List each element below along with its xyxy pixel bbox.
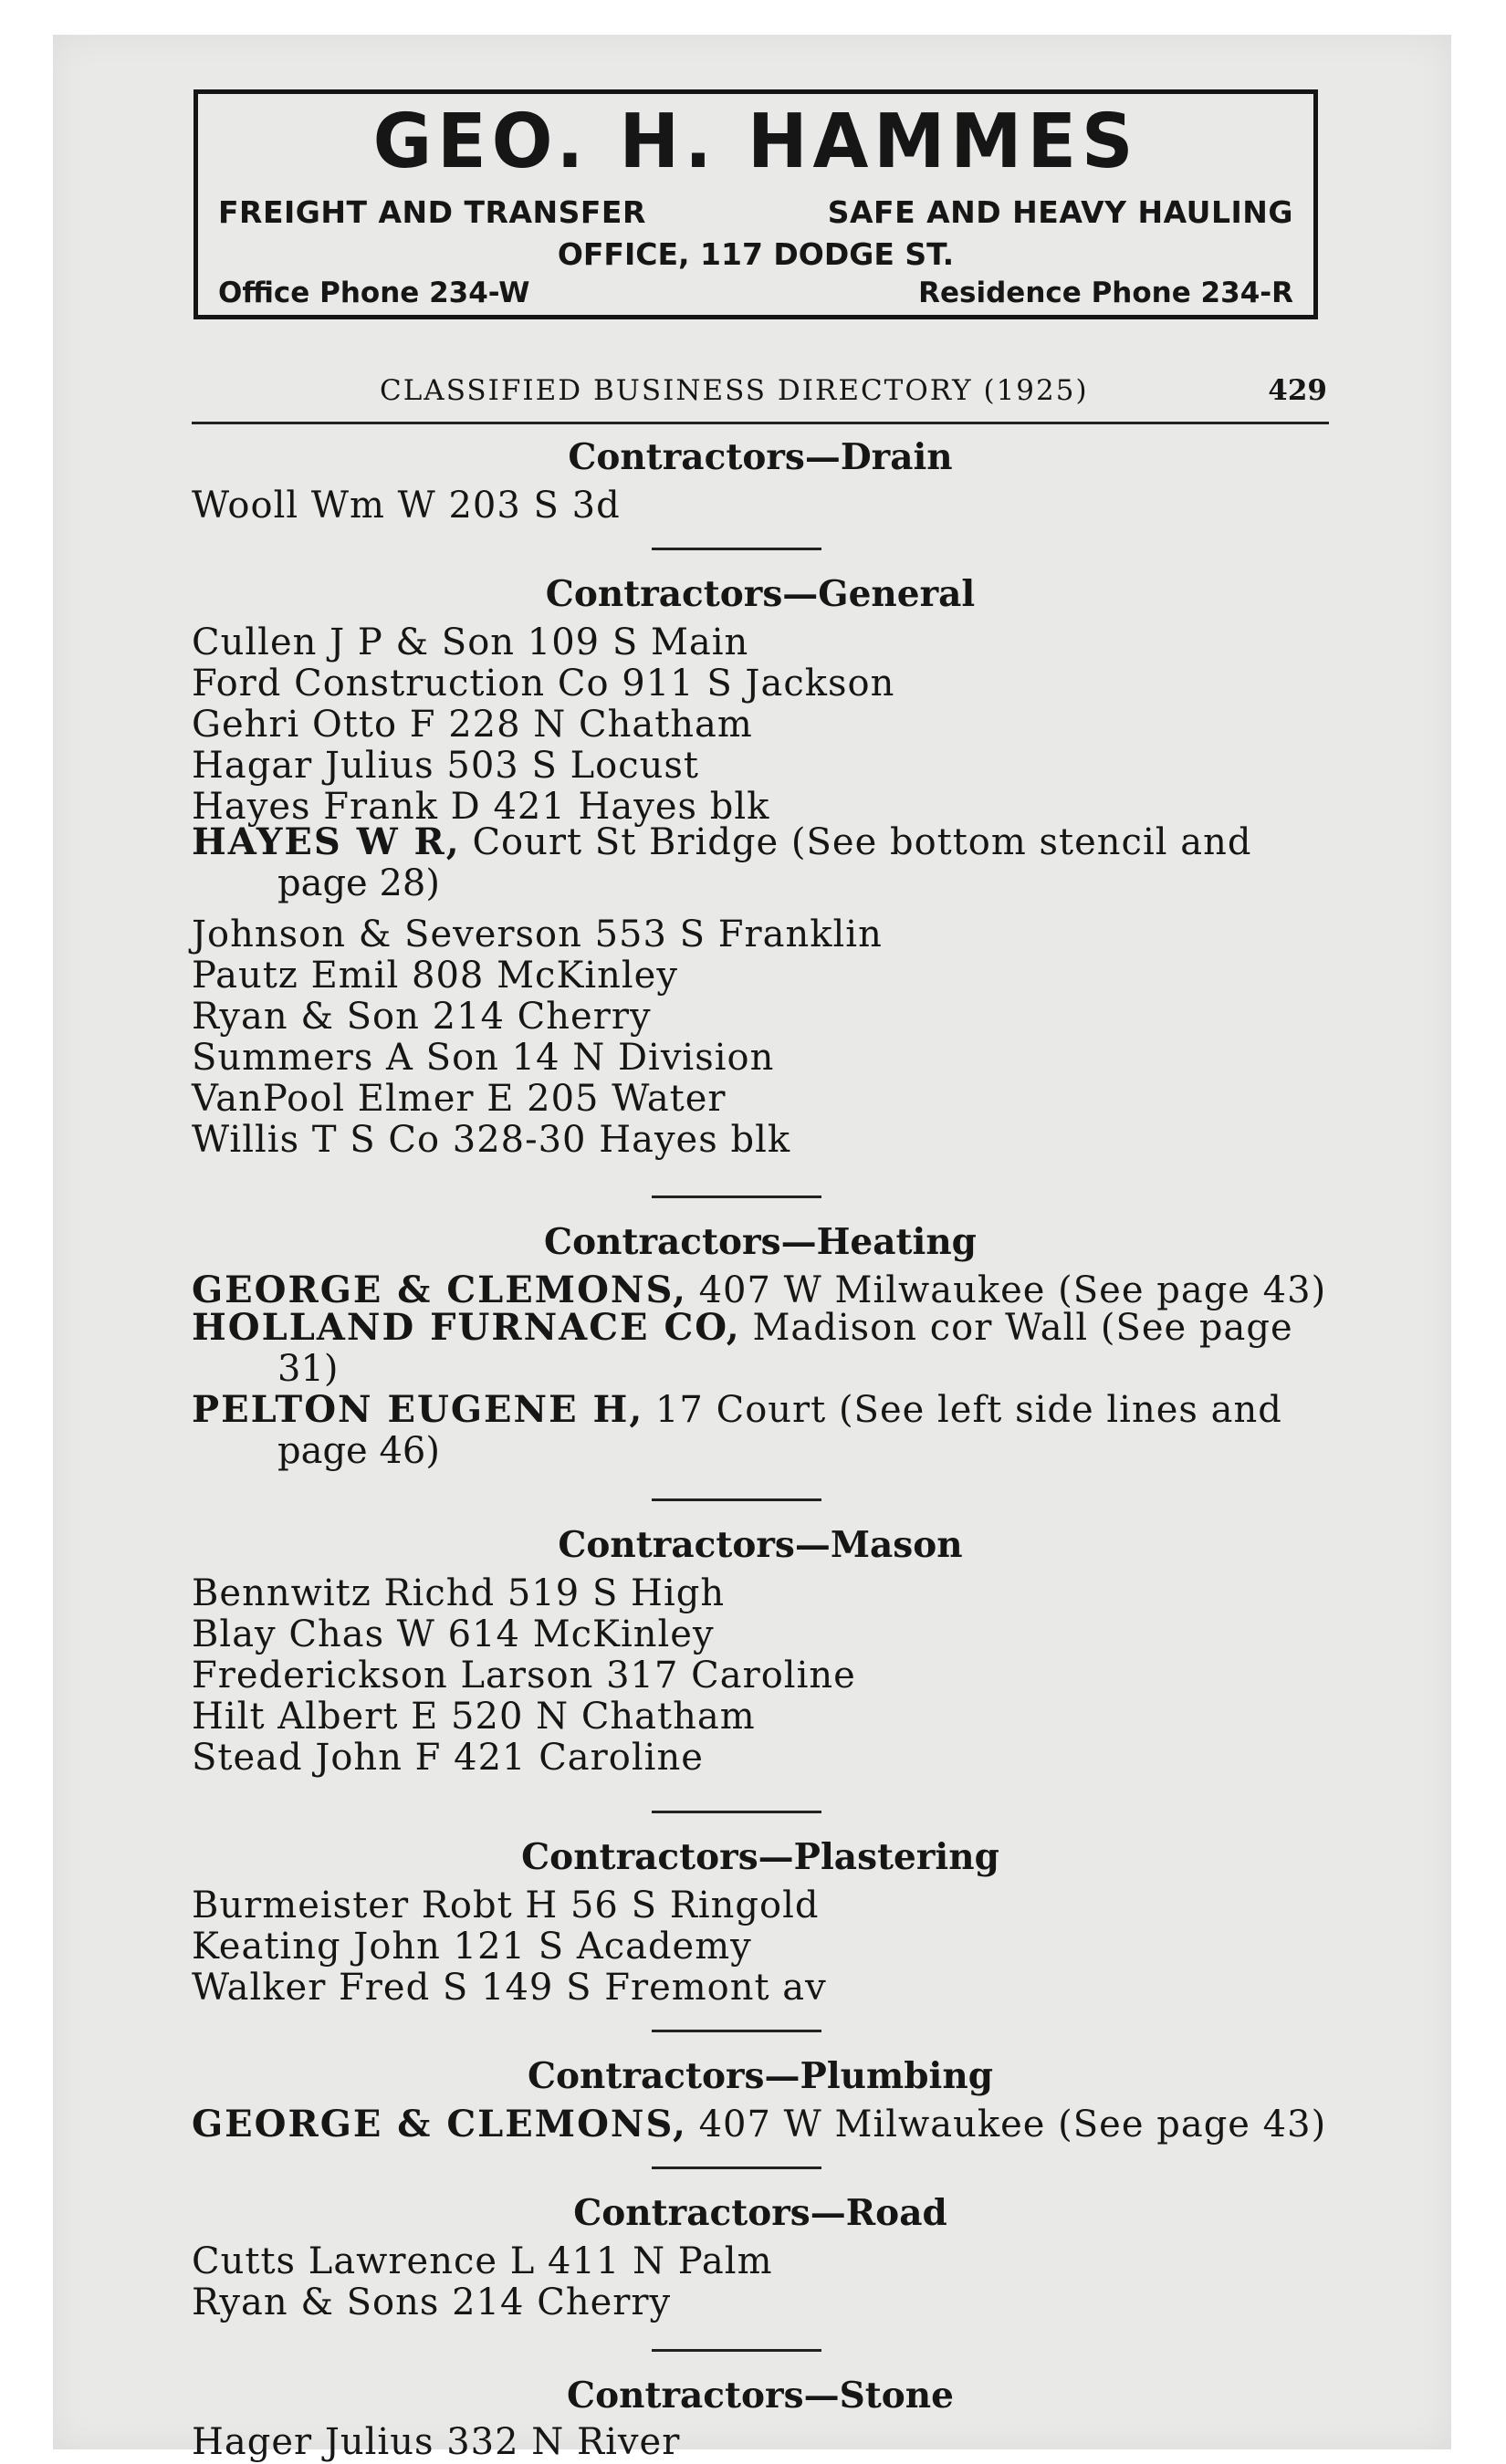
section-divider <box>652 2166 821 2169</box>
section-divider <box>652 1811 821 1813</box>
entry-text: Walker Fred S 149 S Fremont av <box>192 1967 827 2009</box>
entry-text: Court St Bridge (See bottom stencil and <box>472 821 1252 863</box>
section-heading: Contractors—Drain <box>568 436 953 478</box>
entry-text: Bennwitz Richd 519 S High <box>192 1572 726 1614</box>
entry-text: Hilt Albert E 520 N Chatham <box>192 1696 756 1738</box>
entry-continuation: page 46) <box>277 1430 440 1472</box>
listing-entry-bold <box>192 821 1329 904</box>
entry-continuation: page 28) <box>277 862 440 904</box>
entry-name: HAYES W R, <box>192 820 461 863</box>
listing-entry <box>192 1887 1329 1924</box>
entry-text: 407 W Milwaukee (See page 43) <box>698 1269 1327 1311</box>
listing-entry <box>192 2240 1329 2282</box>
header-rule <box>192 422 1329 424</box>
section-heading: Contractors—Mason <box>558 1524 963 1566</box>
listing-entry <box>192 1078 1329 1120</box>
listing-entry-bold <box>192 1307 1329 1390</box>
entry-text: Madison cor Wall (See page <box>752 1307 1293 1349</box>
listing-entry <box>192 1037 1329 1079</box>
entry-text: Ryan & Sons 214 Cherry <box>192 2281 672 2323</box>
entry-text: Ford Construction Co 911 S Jackson <box>192 663 895 705</box>
listing-entry-bold <box>192 1389 1329 1472</box>
ad-business-name: GEO. H. HAMMES <box>372 99 1139 185</box>
ad-service-left: FREIGHT AND TRANSFER <box>218 194 646 230</box>
entry-name: PELTON EUGENE H, <box>192 1388 644 1431</box>
listing-entry <box>192 1655 1329 1697</box>
entry-name: GEORGE & CLEMONS, <box>192 1269 687 1311</box>
entry-text: 17 Court (See left side lines and <box>654 1389 1282 1431</box>
listing-entry <box>192 916 1329 953</box>
entry-text: Summers A Son 14 N Division <box>192 1037 775 1079</box>
ad-service-right: SAFE AND HEAVY HAULING <box>827 194 1293 230</box>
entry-text: Frederickson Larson 317 Caroline <box>192 1655 856 1697</box>
entry-text: VanPool Elmer E 205 Water <box>192 1078 727 1120</box>
listing-entry <box>192 1572 1329 1614</box>
section-divider <box>652 548 821 550</box>
section-divider <box>652 2349 821 2352</box>
listing-entry <box>192 2421 1329 2463</box>
section-heading: Contractors—Stone <box>567 2375 954 2417</box>
entry-text: Wooll Wm W 203 S 3d <box>192 485 621 527</box>
running-head-title: CLASSIFIED BUSINESS DIRECTORY (1925) <box>380 374 1089 407</box>
entry-text: Willis T S Co 328-30 Hayes blk <box>192 1119 791 1161</box>
listing-entry <box>192 1926 1329 1968</box>
entry-text: Blay Chas W 614 McKinley <box>192 1613 715 1655</box>
listing-entry <box>192 1613 1329 1655</box>
entry-text: Johnson & Severson 553 S Franklin <box>192 914 883 955</box>
listing-entry <box>192 1696 1329 1738</box>
listing-entry <box>192 1119 1329 1161</box>
entry-text: Keating John 121 S Academy <box>192 1926 752 1968</box>
listing-entry <box>192 704 1329 746</box>
entry-text: Gehri Otto F 228 N Chatham <box>192 704 753 746</box>
section-heading: Contractors—Heating <box>544 1221 977 1263</box>
listing-entry <box>192 955 1329 997</box>
listing-entry <box>192 2281 1329 2323</box>
section-heading: Contractors—Road <box>573 2192 947 2234</box>
entry-text: Cutts Lawrence L 411 N Palm <box>192 2240 773 2282</box>
entry-text: Ryan & Son 214 Cherry <box>192 996 652 1038</box>
listing-entry <box>192 996 1329 1038</box>
entry-text: Hagar Julius 503 S Locust <box>192 745 699 787</box>
ad-residence-phone: Residence Phone 234-R <box>918 277 1293 309</box>
directory-page <box>53 35 1451 2463</box>
listing-entry <box>192 1967 1329 2009</box>
entry-text: Hayes Frank D 421 Hayes blk <box>192 786 770 828</box>
entry-name: GEORGE & CLEMONS, <box>192 2103 687 2146</box>
listing-entry <box>192 745 1329 787</box>
listing-entry-bold <box>192 2103 1329 2146</box>
section-heading: Contractors—Plastering <box>521 1836 999 1878</box>
section-heading: Contractors—General <box>545 573 976 615</box>
listing-entry <box>192 1737 1329 1779</box>
section-divider <box>652 1195 821 1198</box>
listing-entry <box>192 485 1329 527</box>
ad-office-address: OFFICE, 117 DODGE ST. <box>557 236 955 272</box>
section-divider <box>652 2030 821 2032</box>
ad-office-phone: Office Phone 234-W <box>218 277 530 309</box>
section-divider <box>652 1498 821 1501</box>
entry-text: Cullen J P & Son 109 S Main <box>192 621 749 663</box>
entry-text: Stead John F 421 Caroline <box>192 1737 704 1779</box>
page-number: 429 <box>1268 374 1327 407</box>
listing-entry <box>192 663 1329 705</box>
entry-text: 407 W Milwaukee (See page 43) <box>698 2104 1327 2146</box>
listing-entry <box>192 621 1329 663</box>
entry-text: Hager Julius 332 N River <box>192 2421 681 2463</box>
advertisement-box <box>193 89 1318 319</box>
entry-text: Burmeister Robt H 56 S Ringold <box>192 1885 820 1926</box>
listing-entry <box>192 786 1329 828</box>
listing-entry-bold <box>192 1269 1329 1311</box>
entry-text: Pautz Emil 808 McKinley <box>192 955 678 997</box>
section-heading: Contractors—Plumbing <box>528 2055 993 2097</box>
entry-name: HOLLAND FURNACE CO, <box>192 1306 741 1349</box>
entry-continuation: 31) <box>277 1348 339 1390</box>
